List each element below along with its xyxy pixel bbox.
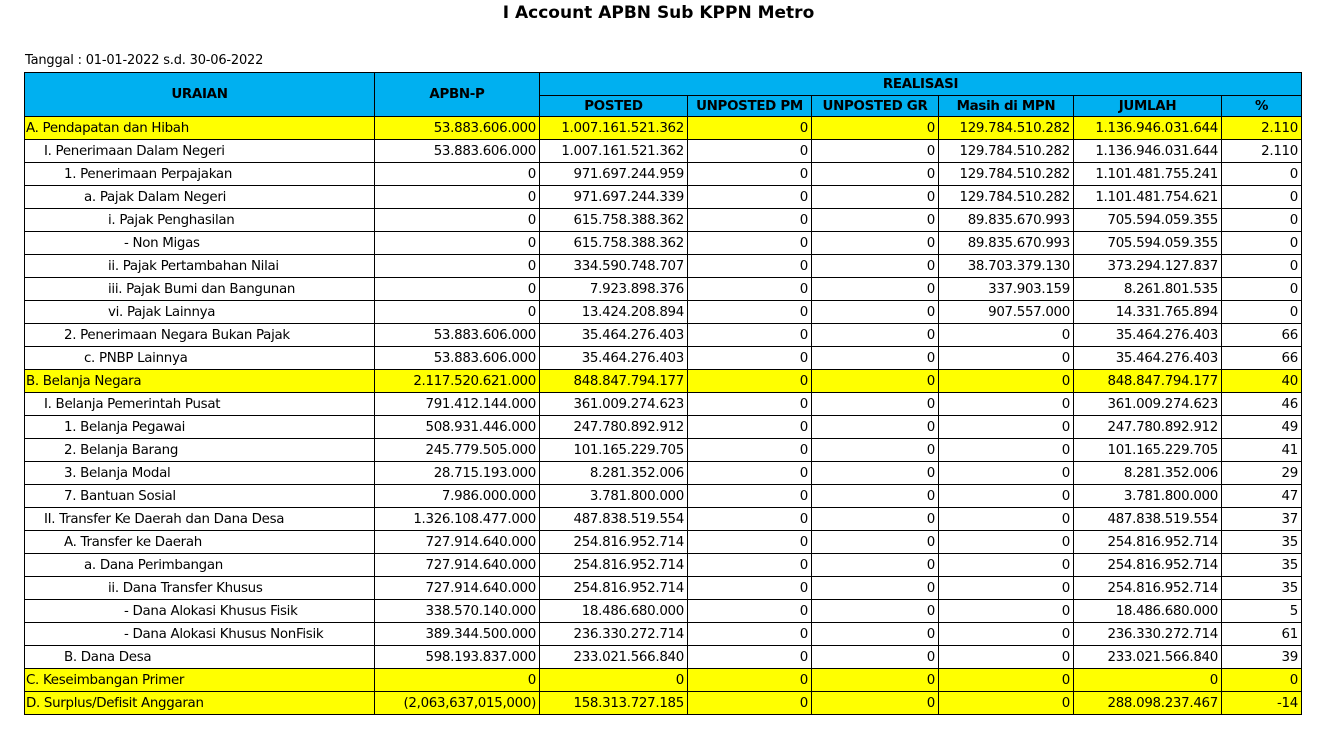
cell-percent: 46 (1222, 393, 1302, 416)
cell-masih-di-mpn: 0 (939, 531, 1074, 554)
table-row (25, 508, 1302, 531)
cell-jumlah: 236.330.272.714 (1074, 623, 1222, 646)
cell-posted: 247.780.892.912 (540, 416, 688, 439)
cell-percent: 35 (1222, 531, 1302, 554)
cell-percent: 0 (1222, 232, 1302, 255)
header-unposted-gr: UNPOSTED GR (812, 96, 939, 117)
cell-apbn-p: 0 (375, 301, 540, 324)
cell-apbn-p: 0 (375, 255, 540, 278)
cell-apbn-p: 0 (375, 669, 540, 692)
table-row (25, 577, 1302, 600)
cell-uraian: - Dana Alokasi Khusus Fisik (25, 600, 375, 623)
cell-percent: 0 (1222, 669, 1302, 692)
cell-uraian: iii. Pajak Bumi dan Bangunan (25, 278, 375, 301)
cell-posted: 13.424.208.894 (540, 301, 688, 324)
table-row (25, 439, 1302, 462)
cell-masih-di-mpn: 0 (939, 554, 1074, 577)
cell-uraian: A. Transfer ke Daerah (25, 531, 375, 554)
cell-jumlah: 8.281.352.006 (1074, 462, 1222, 485)
table-row (25, 232, 1302, 255)
table-row (25, 163, 1302, 186)
cell-posted: 1.007.161.521.362 (540, 140, 688, 163)
cell-uraian: 7. Bantuan Sosial (25, 485, 375, 508)
cell-unposted-pm: 0 (688, 347, 812, 370)
cell-unposted-gr: 0 (812, 646, 939, 669)
cell-masih-di-mpn: 129.784.510.282 (939, 163, 1074, 186)
cell-unposted-pm: 0 (688, 140, 812, 163)
cell-uraian: vi. Pajak Lainnya (25, 301, 375, 324)
cell-posted: 3.781.800.000 (540, 485, 688, 508)
cell-jumlah: 288.098.237.467 (1074, 692, 1222, 715)
cell-apbn-p: 389.344.500.000 (375, 623, 540, 646)
cell-unposted-gr: 0 (812, 393, 939, 416)
cell-unposted-gr: 0 (812, 163, 939, 186)
cell-percent: 0 (1222, 255, 1302, 278)
cell-apbn-p: 1.326.108.477.000 (375, 508, 540, 531)
cell-jumlah: 1.101.481.755.241 (1074, 163, 1222, 186)
table-row (25, 324, 1302, 347)
cell-posted: 334.590.748.707 (540, 255, 688, 278)
cell-unposted-pm: 0 (688, 692, 812, 715)
cell-uraian: ii. Dana Transfer Khusus (25, 577, 375, 600)
table-row (25, 623, 1302, 646)
header-apbn-p: APBN-P (375, 73, 540, 117)
cell-jumlah: 247.780.892.912 (1074, 416, 1222, 439)
cell-uraian: D. Surplus/Defisit Anggaran (25, 692, 375, 715)
cell-uraian: i. Pajak Penghasilan (25, 209, 375, 232)
cell-apbn-p: 53.883.606.000 (375, 117, 540, 140)
table-row (25, 692, 1302, 715)
cell-masih-di-mpn: 0 (939, 692, 1074, 715)
header-uraian: URAIAN (25, 73, 375, 117)
cell-masih-di-mpn: 129.784.510.282 (939, 117, 1074, 140)
cell-apbn-p: 0 (375, 209, 540, 232)
cell-unposted-pm: 0 (688, 209, 812, 232)
cell-percent: 47 (1222, 485, 1302, 508)
cell-uraian: ii. Pajak Pertambahan Nilai (25, 255, 375, 278)
table-row (25, 347, 1302, 370)
cell-masih-di-mpn: 0 (939, 646, 1074, 669)
table-row (25, 646, 1302, 669)
cell-jumlah: 254.816.952.714 (1074, 577, 1222, 600)
cell-masih-di-mpn: 0 (939, 439, 1074, 462)
cell-unposted-gr: 0 (812, 140, 939, 163)
cell-unposted-gr: 0 (812, 324, 939, 347)
cell-unposted-gr: 0 (812, 370, 939, 393)
cell-percent: 66 (1222, 324, 1302, 347)
cell-jumlah: 361.009.274.623 (1074, 393, 1222, 416)
report-title: I Account APBN Sub KPPN Metro (502, 3, 815, 23)
cell-percent: 61 (1222, 623, 1302, 646)
cell-masih-di-mpn: 0 (939, 600, 1074, 623)
report-date-range: Tanggal : 01-01-2022 s.d. 30-06-2022 (25, 53, 264, 68)
cell-percent: 41 (1222, 439, 1302, 462)
cell-unposted-gr: 0 (812, 416, 939, 439)
cell-unposted-pm: 0 (688, 324, 812, 347)
cell-jumlah: 18.486.680.000 (1074, 600, 1222, 623)
cell-uraian: a. Pajak Dalam Negeri (25, 186, 375, 209)
cell-jumlah: 101.165.229.705 (1074, 439, 1222, 462)
cell-jumlah: 254.816.952.714 (1074, 531, 1222, 554)
cell-unposted-pm: 0 (688, 439, 812, 462)
cell-masih-di-mpn: 0 (939, 416, 1074, 439)
table-row (25, 393, 1302, 416)
cell-jumlah: 848.847.794.177 (1074, 370, 1222, 393)
cell-posted: 848.847.794.177 (540, 370, 688, 393)
cell-uraian: 3. Belanja Modal (25, 462, 375, 485)
cell-masih-di-mpn: 0 (939, 347, 1074, 370)
cell-unposted-gr: 0 (812, 117, 939, 140)
cell-uraian: 2. Belanja Barang (25, 439, 375, 462)
cell-jumlah: 1.136.946.031.644 (1074, 117, 1222, 140)
cell-apbn-p: 727.914.640.000 (375, 531, 540, 554)
cell-jumlah: 487.838.519.554 (1074, 508, 1222, 531)
cell-jumlah: 8.261.801.535 (1074, 278, 1222, 301)
cell-jumlah: 0 (1074, 669, 1222, 692)
cell-jumlah: 1.101.481.754.621 (1074, 186, 1222, 209)
cell-masih-di-mpn: 0 (939, 324, 1074, 347)
cell-masih-di-mpn: 907.557.000 (939, 301, 1074, 324)
cell-unposted-gr: 0 (812, 531, 939, 554)
cell-unposted-gr: 0 (812, 462, 939, 485)
cell-unposted-pm: 0 (688, 370, 812, 393)
cell-unposted-pm: 0 (688, 577, 812, 600)
cell-masih-di-mpn: 0 (939, 577, 1074, 600)
cell-posted: 487.838.519.554 (540, 508, 688, 531)
cell-apbn-p: 245.779.505.000 (375, 439, 540, 462)
cell-masih-di-mpn: 129.784.510.282 (939, 186, 1074, 209)
cell-apbn-p: 53.883.606.000 (375, 324, 540, 347)
cell-masih-di-mpn: 0 (939, 623, 1074, 646)
cell-unposted-pm: 0 (688, 301, 812, 324)
table-row (25, 531, 1302, 554)
cell-unposted-gr: 0 (812, 232, 939, 255)
cell-uraian: a. Dana Perimbangan (25, 554, 375, 577)
cell-apbn-p: 598.193.837.000 (375, 646, 540, 669)
header-masih-di-mpn: Masih di MPN (939, 96, 1074, 117)
cell-apbn-p: 53.883.606.000 (375, 140, 540, 163)
table-row (25, 600, 1302, 623)
cell-jumlah: 14.331.765.894 (1074, 301, 1222, 324)
cell-apbn-p: 2.117.520.621.000 (375, 370, 540, 393)
cell-posted: 236.330.272.714 (540, 623, 688, 646)
cell-masih-di-mpn: 129.784.510.282 (939, 140, 1074, 163)
cell-posted: 7.923.898.376 (540, 278, 688, 301)
cell-unposted-pm: 0 (688, 416, 812, 439)
header-posted: POSTED (540, 96, 688, 117)
cell-posted: 233.021.566.840 (540, 646, 688, 669)
cell-masih-di-mpn: 0 (939, 669, 1074, 692)
cell-unposted-pm: 0 (688, 508, 812, 531)
cell-unposted-gr: 0 (812, 439, 939, 462)
cell-masih-di-mpn: 38.703.379.130 (939, 255, 1074, 278)
cell-unposted-gr: 0 (812, 278, 939, 301)
cell-unposted-gr: 0 (812, 301, 939, 324)
cell-posted: 18.486.680.000 (540, 600, 688, 623)
cell-uraian: - Dana Alokasi Khusus NonFisik (25, 623, 375, 646)
cell-posted: 101.165.229.705 (540, 439, 688, 462)
cell-jumlah: 705.594.059.355 (1074, 232, 1222, 255)
cell-jumlah: 233.021.566.840 (1074, 646, 1222, 669)
cell-unposted-pm: 0 (688, 600, 812, 623)
cell-posted: 254.816.952.714 (540, 554, 688, 577)
cell-unposted-gr: 0 (812, 623, 939, 646)
cell-masih-di-mpn: 89.835.670.993 (939, 209, 1074, 232)
table-row (25, 301, 1302, 324)
cell-posted: 254.816.952.714 (540, 577, 688, 600)
cell-unposted-pm: 0 (688, 554, 812, 577)
cell-unposted-pm: 0 (688, 462, 812, 485)
cell-uraian: 1. Belanja Pegawai (25, 416, 375, 439)
table-row (25, 117, 1302, 140)
cell-percent: 2.110 (1222, 140, 1302, 163)
cell-percent: 49 (1222, 416, 1302, 439)
cell-apbn-p: 727.914.640.000 (375, 577, 540, 600)
cell-unposted-gr: 0 (812, 669, 939, 692)
cell-masih-di-mpn: 0 (939, 462, 1074, 485)
cell-unposted-pm: 0 (688, 117, 812, 140)
cell-uraian: I. Belanja Pemerintah Pusat (25, 393, 375, 416)
cell-masih-di-mpn: 0 (939, 370, 1074, 393)
cell-unposted-pm: 0 (688, 255, 812, 278)
table-body (25, 117, 1302, 715)
cell-unposted-pm: 0 (688, 278, 812, 301)
header-percent: % (1222, 96, 1302, 117)
cell-unposted-gr: 0 (812, 554, 939, 577)
cell-posted: 615.758.388.362 (540, 209, 688, 232)
cell-unposted-gr: 0 (812, 600, 939, 623)
cell-uraian: I. Penerimaan Dalam Negeri (25, 140, 375, 163)
cell-percent: 35 (1222, 577, 1302, 600)
cell-apbn-p: 28.715.193.000 (375, 462, 540, 485)
cell-posted: 8.281.352.006 (540, 462, 688, 485)
cell-uraian: A. Pendapatan dan Hibah (25, 117, 375, 140)
cell-unposted-pm: 0 (688, 163, 812, 186)
cell-percent: 39 (1222, 646, 1302, 669)
table-row (25, 554, 1302, 577)
header-jumlah: JUMLAH (1074, 96, 1222, 117)
cell-percent: 0 (1222, 209, 1302, 232)
cell-posted: 1.007.161.521.362 (540, 117, 688, 140)
cell-masih-di-mpn: 0 (939, 485, 1074, 508)
cell-percent: 66 (1222, 347, 1302, 370)
cell-apbn-p: 0 (375, 186, 540, 209)
cell-unposted-pm: 0 (688, 646, 812, 669)
cell-apbn-p: 727.914.640.000 (375, 554, 540, 577)
cell-uraian: B. Dana Desa (25, 646, 375, 669)
cell-unposted-gr: 0 (812, 577, 939, 600)
cell-masih-di-mpn: 337.903.159 (939, 278, 1074, 301)
header-realisasi: REALISASI (540, 73, 1302, 96)
cell-apbn-p: 791.412.144.000 (375, 393, 540, 416)
cell-jumlah: 35.464.276.403 (1074, 324, 1222, 347)
table-row (25, 669, 1302, 692)
cell-posted: 158.313.727.185 (540, 692, 688, 715)
cell-apbn-p: 0 (375, 163, 540, 186)
cell-uraian: B. Belanja Negara (25, 370, 375, 393)
cell-uraian: C. Keseimbangan Primer (25, 669, 375, 692)
cell-unposted-pm: 0 (688, 485, 812, 508)
cell-posted: 35.464.276.403 (540, 347, 688, 370)
cell-percent: 35 (1222, 554, 1302, 577)
cell-masih-di-mpn: 0 (939, 508, 1074, 531)
cell-jumlah: 705.594.059.355 (1074, 209, 1222, 232)
cell-masih-di-mpn: 0 (939, 393, 1074, 416)
cell-percent: -14 (1222, 692, 1302, 715)
cell-posted: 361.009.274.623 (540, 393, 688, 416)
cell-unposted-pm: 0 (688, 186, 812, 209)
cell-uraian: 1. Penerimaan Perpajakan (25, 163, 375, 186)
cell-percent: 2.110 (1222, 117, 1302, 140)
header-unposted-pm: UNPOSTED PM (688, 96, 812, 117)
cell-unposted-gr: 0 (812, 508, 939, 531)
cell-unposted-gr: 0 (812, 692, 939, 715)
cell-posted: 615.758.388.362 (540, 232, 688, 255)
table-row (25, 186, 1302, 209)
table-row (25, 278, 1302, 301)
cell-jumlah: 35.464.276.403 (1074, 347, 1222, 370)
cell-jumlah: 1.136.946.031.644 (1074, 140, 1222, 163)
cell-posted: 971.697.244.339 (540, 186, 688, 209)
table-row (25, 255, 1302, 278)
cell-uraian: c. PNBP Lainnya (25, 347, 375, 370)
cell-unposted-pm: 0 (688, 623, 812, 646)
cell-posted: 0 (540, 669, 688, 692)
cell-percent: 0 (1222, 163, 1302, 186)
table-row (25, 140, 1302, 163)
cell-unposted-gr: 0 (812, 209, 939, 232)
cell-uraian: II. Transfer Ke Daerah dan Dana Desa (25, 508, 375, 531)
cell-percent: 37 (1222, 508, 1302, 531)
table-row (25, 370, 1302, 393)
cell-unposted-gr: 0 (812, 485, 939, 508)
cell-apbn-p: 53.883.606.000 (375, 347, 540, 370)
table-row (25, 485, 1302, 508)
cell-apbn-p: 7.986.000.000 (375, 485, 540, 508)
cell-unposted-pm: 0 (688, 531, 812, 554)
cell-unposted-pm: 0 (688, 232, 812, 255)
cell-uraian: 2. Penerimaan Negara Bukan Pajak (25, 324, 375, 347)
cell-unposted-pm: 0 (688, 669, 812, 692)
cell-percent: 5 (1222, 600, 1302, 623)
cell-jumlah: 3.781.800.000 (1074, 485, 1222, 508)
cell-posted: 35.464.276.403 (540, 324, 688, 347)
cell-masih-di-mpn: 89.835.670.993 (939, 232, 1074, 255)
cell-apbn-p: (2,063,637,015,000) (375, 692, 540, 715)
cell-jumlah: 373.294.127.837 (1074, 255, 1222, 278)
cell-percent: 0 (1222, 301, 1302, 324)
cell-uraian: - Non Migas (25, 232, 375, 255)
cell-percent: 0 (1222, 186, 1302, 209)
table-row (25, 209, 1302, 232)
cell-unposted-gr: 0 (812, 347, 939, 370)
table-row (25, 416, 1302, 439)
cell-apbn-p: 508.931.446.000 (375, 416, 540, 439)
apbn-account-table (24, 72, 1302, 715)
cell-apbn-p: 0 (375, 232, 540, 255)
cell-percent: 0 (1222, 278, 1302, 301)
cell-jumlah: 254.816.952.714 (1074, 554, 1222, 577)
cell-percent: 29 (1222, 462, 1302, 485)
cell-unposted-pm: 0 (688, 393, 812, 416)
cell-posted: 254.816.952.714 (540, 531, 688, 554)
cell-unposted-gr: 0 (812, 186, 939, 209)
cell-posted: 971.697.244.959 (540, 163, 688, 186)
cell-apbn-p: 0 (375, 278, 540, 301)
cell-percent: 40 (1222, 370, 1302, 393)
cell-apbn-p: 338.570.140.000 (375, 600, 540, 623)
cell-unposted-gr: 0 (812, 255, 939, 278)
table-row (25, 462, 1302, 485)
